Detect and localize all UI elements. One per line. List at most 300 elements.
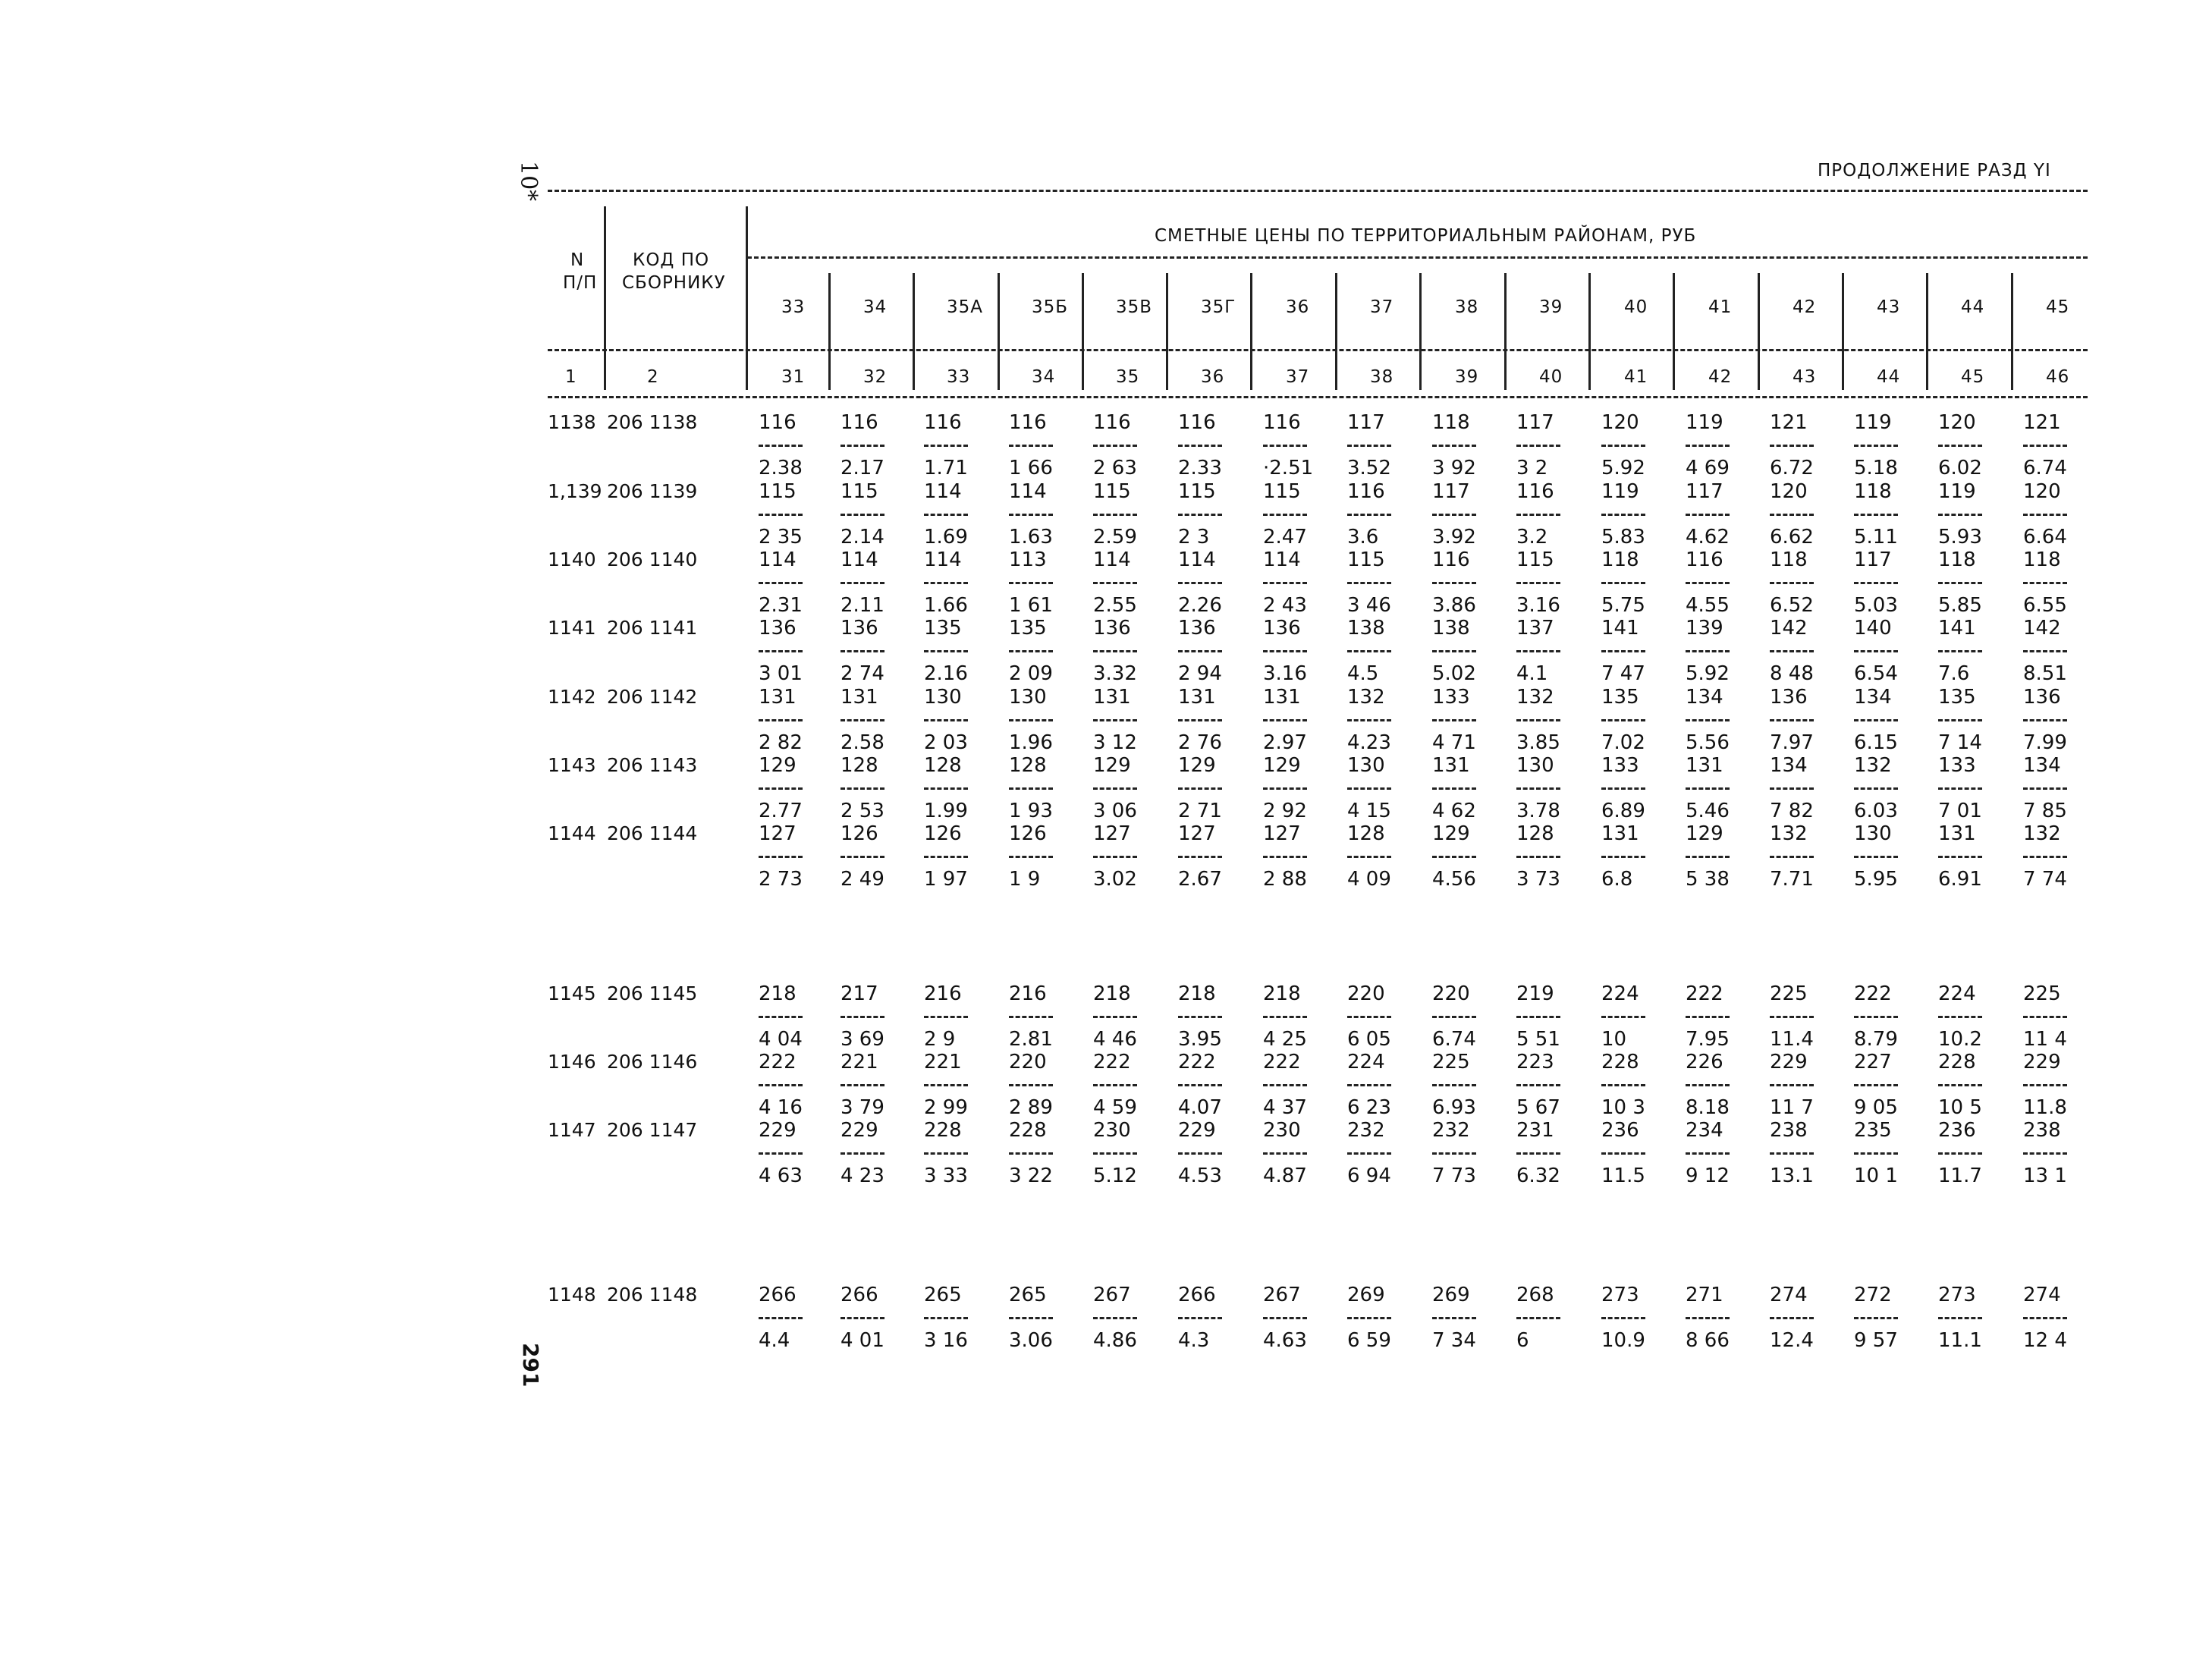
fraction-line — [1686, 787, 1730, 790]
fraction-line — [1178, 1084, 1222, 1086]
fraction-line — [1093, 856, 1137, 858]
fraction-line — [1516, 1016, 1560, 1018]
price-bottom: 6.8 — [1601, 868, 1633, 891]
row-code: 206 1146 — [607, 1051, 698, 1073]
price-bottom: 3 69 — [840, 1028, 884, 1051]
fraction-line — [1686, 1152, 1730, 1155]
price-bottom: 1 9 — [1009, 868, 1041, 891]
price-top: 118 — [2023, 548, 2061, 571]
price-top: 127 — [1263, 822, 1301, 845]
price-bottom: 3 01 — [759, 662, 803, 685]
district-header: 33 — [781, 297, 806, 317]
vsep-district — [1758, 273, 1760, 390]
price-top: 223 — [1516, 1051, 1554, 1073]
price-top: 266 — [759, 1284, 797, 1306]
district-header: 35В — [1116, 297, 1153, 317]
price-bottom: 2 99 — [924, 1096, 968, 1119]
fraction-line — [1432, 1317, 1476, 1319]
price-bottom: 6.52 — [1770, 594, 1814, 617]
row-code: 206 1147 — [607, 1119, 698, 1141]
row-code: 206 1145 — [607, 982, 698, 1004]
price-bottom: 6.62 — [1770, 526, 1814, 548]
price-top: 138 — [1432, 617, 1470, 640]
price-bottom: 9 57 — [1854, 1329, 1898, 1352]
fraction-line — [1854, 650, 1898, 652]
fraction-line — [1516, 582, 1560, 584]
price-bottom: 2.38 — [759, 457, 803, 479]
fraction-line — [840, 582, 884, 584]
fraction-line — [1432, 787, 1476, 790]
column-number: 33 — [947, 367, 971, 387]
price-bottom: 2 71 — [1178, 800, 1222, 822]
price-bottom: 2.58 — [840, 731, 884, 754]
row-code: 206 1144 — [607, 822, 698, 844]
fraction-line — [1516, 1152, 1560, 1155]
price-top: 115 — [1263, 480, 1301, 503]
fraction-line — [2023, 787, 2067, 790]
price-top: 131 — [1263, 686, 1301, 709]
district-header: 35Б — [1032, 297, 1069, 317]
price-bottom: 5.02 — [1432, 662, 1476, 685]
vsep-district — [828, 273, 831, 390]
fraction-line — [759, 1084, 803, 1086]
price-top: 216 — [1009, 982, 1047, 1005]
price-bottom: 11.1 — [1938, 1329, 1982, 1352]
price-top: 117 — [1432, 480, 1470, 503]
fraction-line — [1770, 856, 1814, 858]
vsep-district — [2011, 273, 2013, 390]
price-bottom: 6.74 — [1432, 1028, 1476, 1051]
price-top: 216 — [924, 982, 962, 1005]
price-bottom: 10 5 — [1938, 1096, 1982, 1119]
price-top: 224 — [1347, 1051, 1385, 1073]
price-bottom: 4 25 — [1263, 1028, 1307, 1051]
fraction-line — [1009, 1152, 1053, 1155]
column-number: 1 — [565, 367, 577, 387]
price-bottom: 6.72 — [1770, 457, 1814, 479]
fraction-line — [1009, 719, 1053, 721]
fraction-line — [1601, 1016, 1645, 1018]
price-top: 127 — [1093, 822, 1131, 845]
price-bottom: 8 66 — [1686, 1329, 1730, 1352]
fraction-line — [1347, 856, 1391, 858]
price-top: 127 — [759, 822, 797, 845]
price-top: 267 — [1093, 1284, 1131, 1306]
fraction-line — [1178, 445, 1222, 447]
price-top: 268 — [1516, 1284, 1554, 1306]
row-code: 206 1143 — [607, 754, 698, 776]
fraction-line — [1093, 1317, 1137, 1319]
fraction-line — [840, 1317, 884, 1319]
price-top: 222 — [759, 1051, 797, 1073]
fraction-line — [1263, 1317, 1307, 1319]
column-number: 39 — [1455, 367, 1479, 387]
price-bottom: 2.16 — [924, 662, 968, 685]
price-top: 129 — [759, 754, 797, 777]
fraction-line — [1601, 856, 1645, 858]
fraction-line — [759, 582, 803, 584]
price-bottom: 10 — [1601, 1028, 1627, 1051]
price-bottom: 4 69 — [1686, 457, 1730, 479]
price-top: 119 — [1601, 480, 1639, 503]
price-bottom: 4 59 — [1093, 1096, 1137, 1119]
fraction-line — [1347, 514, 1391, 516]
price-top: 220 — [1009, 1051, 1047, 1073]
price-bottom: 6.03 — [1854, 800, 1898, 822]
price-top: 221 — [840, 1051, 878, 1073]
fraction-line — [1263, 856, 1307, 858]
fraction-line — [2023, 856, 2067, 858]
fraction-line — [1516, 445, 1560, 447]
price-top: 132 — [1347, 686, 1385, 709]
district-header: 35А — [947, 297, 984, 317]
price-bottom: 6.32 — [1516, 1165, 1560, 1187]
vsep-district — [1926, 273, 1928, 390]
price-bottom: 7.02 — [1601, 731, 1645, 754]
fraction-line — [1516, 856, 1560, 858]
price-bottom: 7 74 — [2023, 868, 2067, 891]
price-bottom: 2.17 — [840, 457, 884, 479]
price-bottom: 4 62 — [1432, 800, 1476, 822]
district-header: 43 — [1877, 297, 1901, 317]
price-bottom: 2 53 — [840, 800, 884, 822]
fraction-line — [1347, 1152, 1391, 1155]
fraction-line — [759, 1016, 803, 1018]
price-bottom: 3 12 — [1093, 731, 1137, 754]
price-bottom: 7.6 — [1938, 662, 1970, 685]
fraction-line — [1432, 445, 1476, 447]
vsep-n — [604, 206, 606, 390]
fraction-line — [2023, 1084, 2067, 1086]
price-top: 265 — [924, 1284, 962, 1306]
price-bottom: 3.95 — [1178, 1028, 1222, 1051]
price-top: 129 — [1178, 754, 1216, 777]
fraction-line — [1686, 1016, 1730, 1018]
price-top: 225 — [2023, 982, 2061, 1005]
fraction-line — [1938, 719, 1982, 721]
fraction-line — [1938, 650, 1982, 652]
fraction-line — [1854, 514, 1898, 516]
fraction-line — [759, 856, 803, 858]
price-bottom: 10.2 — [1938, 1028, 1982, 1051]
fraction-line — [1009, 856, 1053, 858]
fraction-line — [1516, 719, 1560, 721]
price-bottom: 5.92 — [1601, 457, 1645, 479]
price-top: 119 — [1938, 480, 1976, 503]
district-header: 44 — [1961, 297, 1985, 317]
price-top: 271 — [1686, 1284, 1723, 1306]
price-top: 114 — [924, 480, 962, 503]
price-top: 116 — [924, 411, 962, 434]
continuation-title: ПРОДОЛЖЕНИЕ РАЗД YI — [1818, 161, 2051, 181]
price-bottom: 1.71 — [924, 457, 968, 479]
fraction-line — [1938, 1317, 1982, 1319]
price-top: 265 — [1009, 1284, 1047, 1306]
price-top: 228 — [1601, 1051, 1639, 1073]
price-top: 120 — [2023, 480, 2061, 503]
price-bottom: 5.46 — [1686, 800, 1730, 822]
column-number: 31 — [781, 367, 806, 387]
price-bottom: 6.64 — [2023, 526, 2067, 548]
price-bottom: 1.96 — [1009, 731, 1053, 754]
price-bottom: 2 03 — [924, 731, 968, 754]
price-top: 116 — [1516, 480, 1554, 503]
price-bottom: 6.55 — [2023, 594, 2067, 617]
group-title: СМЕТНЫЕ ЦЕНЫ ПО ТЕРРИТОРИАЛЬНЫМ РАЙОНАМ, РУБ — [1155, 226, 1697, 246]
price-top: 128 — [1009, 754, 1047, 777]
price-top: 119 — [1686, 411, 1723, 434]
colnum-rule — [548, 396, 2088, 398]
district-header: 37 — [1370, 297, 1394, 317]
price-bottom: 10 1 — [1854, 1165, 1898, 1187]
price-bottom: 2 88 — [1263, 868, 1307, 891]
price-top: 222 — [1178, 1051, 1216, 1073]
price-bottom: 5.83 — [1601, 526, 1645, 548]
price-bottom: 2 35 — [759, 526, 803, 548]
price-bottom: 6 59 — [1347, 1329, 1391, 1352]
price-bottom: 5.92 — [1686, 662, 1730, 685]
fraction-line — [1686, 650, 1730, 652]
price-top: 232 — [1432, 1119, 1470, 1142]
price-bottom: 7 47 — [1601, 662, 1645, 685]
fraction-line — [1516, 787, 1560, 790]
vsep-district — [913, 273, 915, 390]
fraction-line — [1178, 787, 1222, 790]
column-number: 42 — [1708, 367, 1733, 387]
fraction-line — [1093, 582, 1137, 584]
fraction-line — [1770, 582, 1814, 584]
row-number: 1141 — [548, 617, 596, 639]
fraction-line — [759, 1317, 803, 1319]
price-top: 115 — [840, 480, 878, 503]
row-number: 1147 — [548, 1119, 596, 1141]
price-top: 119 — [1854, 411, 1892, 434]
fraction-line — [1601, 719, 1645, 721]
price-bottom: 10 3 — [1601, 1096, 1645, 1119]
row-code: 206 1139 — [607, 480, 698, 502]
vsep-district — [1335, 273, 1337, 390]
price-top: 266 — [1178, 1284, 1216, 1306]
fraction-line — [1601, 787, 1645, 790]
fraction-line — [1093, 1084, 1137, 1086]
fraction-line — [1601, 445, 1645, 447]
column-number: 2 — [647, 367, 659, 387]
price-bottom: 4 16 — [759, 1096, 803, 1119]
fraction-line — [1093, 1016, 1137, 1018]
fraction-line — [1093, 787, 1137, 790]
district-header: 36 — [1286, 297, 1310, 317]
fraction-line — [1770, 1016, 1814, 1018]
price-top: 114 — [840, 548, 878, 571]
price-top: 229 — [840, 1119, 878, 1142]
price-bottom: 4.63 — [1263, 1329, 1307, 1352]
row-number: 1142 — [548, 686, 596, 708]
vsep-district — [1250, 273, 1252, 390]
district-header: 38 — [1455, 297, 1479, 317]
price-bottom: 2 82 — [759, 731, 803, 754]
fraction-line — [1516, 650, 1560, 652]
price-top: 139 — [1686, 617, 1723, 640]
fraction-line — [924, 787, 968, 790]
price-bottom: 7.99 — [2023, 731, 2067, 754]
price-bottom: 9 05 — [1854, 1096, 1898, 1119]
row-number: 1143 — [548, 754, 596, 776]
price-bottom: 9 12 — [1686, 1165, 1730, 1187]
price-bottom: 2.81 — [1009, 1028, 1053, 1051]
price-top: 230 — [1263, 1119, 1301, 1142]
price-top: 136 — [2023, 686, 2061, 709]
price-bottom: 2.59 — [1093, 526, 1137, 548]
fraction-line — [1516, 1084, 1560, 1086]
price-top: 220 — [1347, 982, 1385, 1005]
price-top: 226 — [1686, 1051, 1723, 1073]
price-top: 220 — [1432, 982, 1470, 1005]
price-bottom: 6.93 — [1432, 1096, 1476, 1119]
fraction-line — [1178, 1152, 1222, 1155]
price-top: 269 — [1432, 1284, 1470, 1306]
fraction-line — [1178, 514, 1222, 516]
price-top: 116 — [840, 411, 878, 434]
price-bottom: 4.87 — [1263, 1165, 1307, 1187]
fraction-line — [759, 787, 803, 790]
price-top: 273 — [1938, 1284, 1976, 1306]
column-number: 37 — [1286, 367, 1310, 387]
price-top: 114 — [1009, 480, 1047, 503]
price-bottom: 1.66 — [924, 594, 968, 617]
price-bottom: 12 4 — [2023, 1329, 2067, 1352]
subheader-rule — [548, 349, 2088, 351]
price-bottom: ·2.51 — [1263, 457, 1314, 479]
vsep-district — [1504, 273, 1507, 390]
price-bottom: 5.75 — [1601, 594, 1645, 617]
price-top: 115 — [759, 480, 797, 503]
fraction-line — [1347, 582, 1391, 584]
group-rule — [747, 256, 2088, 259]
price-bottom: 2.47 — [1263, 526, 1307, 548]
price-bottom: 12.4 — [1770, 1329, 1814, 1352]
price-top: 129 — [1263, 754, 1301, 777]
price-top: 131 — [759, 686, 797, 709]
price-bottom: 8.79 — [1854, 1028, 1898, 1051]
price-top: 219 — [1516, 982, 1554, 1005]
fraction-line — [1178, 1317, 1222, 1319]
fraction-line — [1009, 514, 1053, 516]
price-top: 217 — [840, 982, 878, 1005]
price-bottom: 6.54 — [1854, 662, 1898, 685]
price-top: 133 — [1938, 754, 1976, 777]
fraction-line — [1854, 1152, 1898, 1155]
price-bottom: 1.63 — [1009, 526, 1053, 548]
fraction-line — [1178, 582, 1222, 584]
fraction-line — [1686, 856, 1730, 858]
fraction-line — [2023, 445, 2067, 447]
price-top: 117 — [1516, 411, 1554, 434]
price-top: 238 — [2023, 1119, 2061, 1142]
price-top: 128 — [840, 754, 878, 777]
fraction-line — [1686, 514, 1730, 516]
price-bottom: 4 46 — [1093, 1028, 1137, 1051]
price-bottom: 3.06 — [1009, 1329, 1053, 1352]
price-bottom: 4.07 — [1178, 1096, 1222, 1119]
fraction-line — [759, 1152, 803, 1155]
price-top: 142 — [2023, 617, 2061, 640]
fraction-line — [924, 1084, 968, 1086]
price-bottom: 1.99 — [924, 800, 968, 822]
price-top: 116 — [1686, 548, 1723, 571]
price-bottom: 3.16 — [1516, 594, 1560, 617]
fraction-line — [1516, 514, 1560, 516]
price-top: 140 — [1854, 617, 1892, 640]
fraction-line — [2023, 1016, 2067, 1018]
fraction-line — [840, 514, 884, 516]
price-bottom: 4.56 — [1432, 868, 1476, 891]
fraction-line — [1263, 650, 1307, 652]
price-bottom: 11.4 — [1770, 1028, 1814, 1051]
row-number: 1138 — [548, 411, 596, 433]
fraction-line — [1854, 445, 1898, 447]
price-top: 132 — [1770, 822, 1808, 845]
margin-mark-text: 10* — [515, 161, 542, 202]
price-bottom: 2 09 — [1009, 662, 1053, 685]
fraction-line — [840, 787, 884, 790]
price-top: 141 — [1601, 617, 1639, 640]
fraction-line — [1770, 650, 1814, 652]
price-bottom: 2.97 — [1263, 731, 1307, 754]
column-number: 34 — [1032, 367, 1056, 387]
row-number: 1145 — [548, 982, 596, 1004]
vsep-district — [1166, 273, 1168, 390]
row-number: 1148 — [548, 1284, 596, 1306]
price-top: 129 — [1093, 754, 1131, 777]
price-bottom: 5.18 — [1854, 457, 1898, 479]
price-bottom: 8.51 — [2023, 662, 2067, 685]
fraction-line — [1601, 650, 1645, 652]
price-top: 141 — [1938, 617, 1976, 640]
price-top: 142 — [1770, 617, 1808, 640]
fraction-line — [924, 856, 968, 858]
fraction-line — [1093, 445, 1137, 447]
price-bottom: 2.31 — [759, 594, 803, 617]
margin-mark — [511, 161, 542, 206]
price-top: 133 — [1432, 686, 1470, 709]
price-bottom: 7 14 — [1938, 731, 1982, 754]
price-top: 135 — [924, 617, 962, 640]
price-bottom: 13 1 — [2023, 1165, 2067, 1187]
fraction-line — [1093, 650, 1137, 652]
price-bottom: 3 33 — [924, 1165, 968, 1187]
fraction-line — [1686, 1317, 1730, 1319]
price-bottom: 4.53 — [1178, 1165, 1222, 1187]
price-bottom: 2.77 — [759, 800, 803, 822]
price-top: 129 — [1432, 822, 1470, 845]
price-bottom: 5 67 — [1516, 1096, 1560, 1119]
price-top: 116 — [1347, 480, 1385, 503]
price-bottom: 4 04 — [759, 1028, 803, 1051]
fraction-line — [840, 650, 884, 652]
row-code: 206 1148 — [607, 1284, 698, 1306]
fraction-line — [1770, 514, 1814, 516]
price-top: 134 — [1686, 686, 1723, 709]
fraction-line — [924, 1016, 968, 1018]
price-top: 118 — [1854, 480, 1892, 503]
price-bottom: 3 16 — [924, 1329, 968, 1352]
column-number: 35 — [1116, 367, 1140, 387]
price-bottom: 2 94 — [1178, 662, 1222, 685]
price-top: 114 — [924, 548, 962, 571]
col-n-header-1: N — [570, 250, 585, 270]
top-rule — [548, 190, 2088, 192]
price-top: 136 — [1093, 617, 1131, 640]
